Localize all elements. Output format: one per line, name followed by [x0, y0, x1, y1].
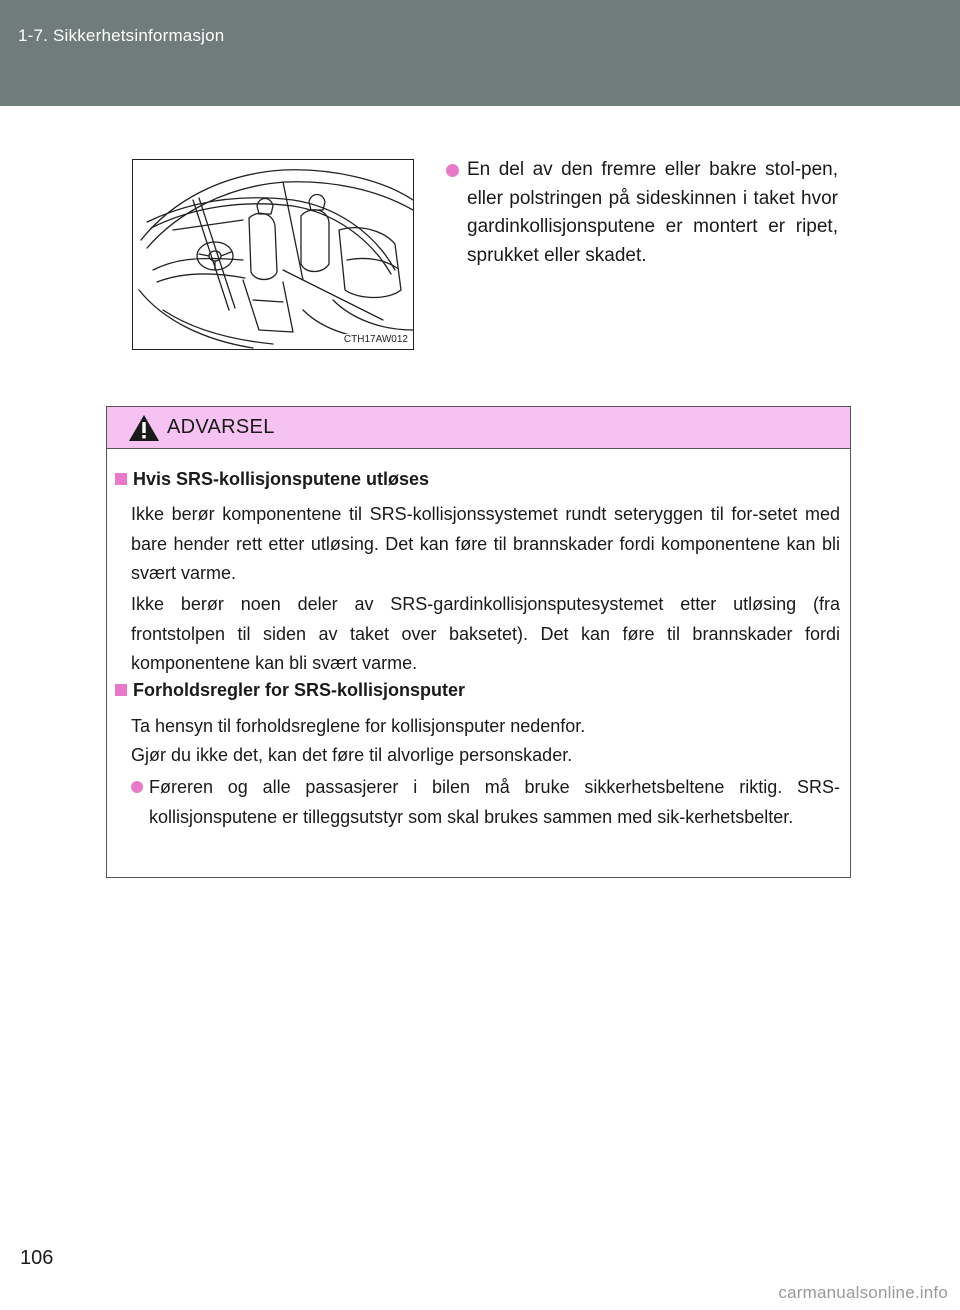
subheading-text: Hvis SRS-kollisjonsputene utløses	[133, 469, 430, 489]
subheading-precautions	[115, 680, 465, 701]
subheading-text: Forholdsregler for SRS-kollisjonsputer	[133, 680, 466, 700]
bullet-text: Føreren og alle passasjerer i bilen må bruke sikkerhetsbeltene riktig. SRS-kollisjonsputene er tilleggsutstyr som skal brukes sammen med sik-kerhetsbelter.	[149, 777, 840, 827]
watermark: carmanualsonline.info	[778, 1283, 948, 1302]
car-interior-drawing	[133, 160, 414, 350]
paragraph-seatback: Ikke berør komponentene til SRS-kollisjonssystemet rundt seteryggen til for-setet med bare hender rett etter utløsing. Det kan føre til brannskader fordi komponentene kan bli svært varme.	[131, 504, 840, 583]
warning-title: ADVARSEL	[167, 416, 275, 438]
header-bar	[0, 0, 960, 106]
warning-box	[106, 406, 851, 878]
section-title: 1-7. Sikkerhetsinformasjon	[18, 26, 225, 45]
figure-code: CTH17AW012	[343, 334, 408, 345]
subheading-deployment	[115, 469, 429, 490]
precaution-line-2: Gjør du ikke det, kan det føre til alvorlige personskader.	[131, 745, 573, 765]
page-number: 106	[20, 1247, 54, 1269]
warning-header	[107, 407, 850, 449]
bullet-dot-icon	[446, 164, 459, 177]
bullet-text: En del av den fremre eller bakre stol-pen, eller polstringen på sideskinnen i taket hvor gardinkollisjonsputene er montert er ripet, sprukket eller skadet.	[467, 159, 838, 266]
precaution-line-1: Ta hensyn til forholdsreglene for kollisjonsputer nedenfor.	[131, 716, 586, 736]
square-bullet-icon	[115, 684, 127, 696]
paragraph-curtain: Ikke berør noen deler av SRS-gardinkollisjonsputesystemet etter utløsing (fra frontstolpen til siden av taket over baksetet). Det kan føre til brannskader fordi komponentene kan bli svært varme.	[131, 594, 840, 673]
bullet-item-seatbelts	[131, 773, 840, 832]
bullet-item-damage	[446, 156, 838, 270]
warning-triangle-icon	[128, 414, 160, 442]
square-bullet-icon	[115, 473, 127, 485]
car-interior-illustration	[132, 159, 414, 350]
bullet-dot-icon	[131, 781, 143, 793]
